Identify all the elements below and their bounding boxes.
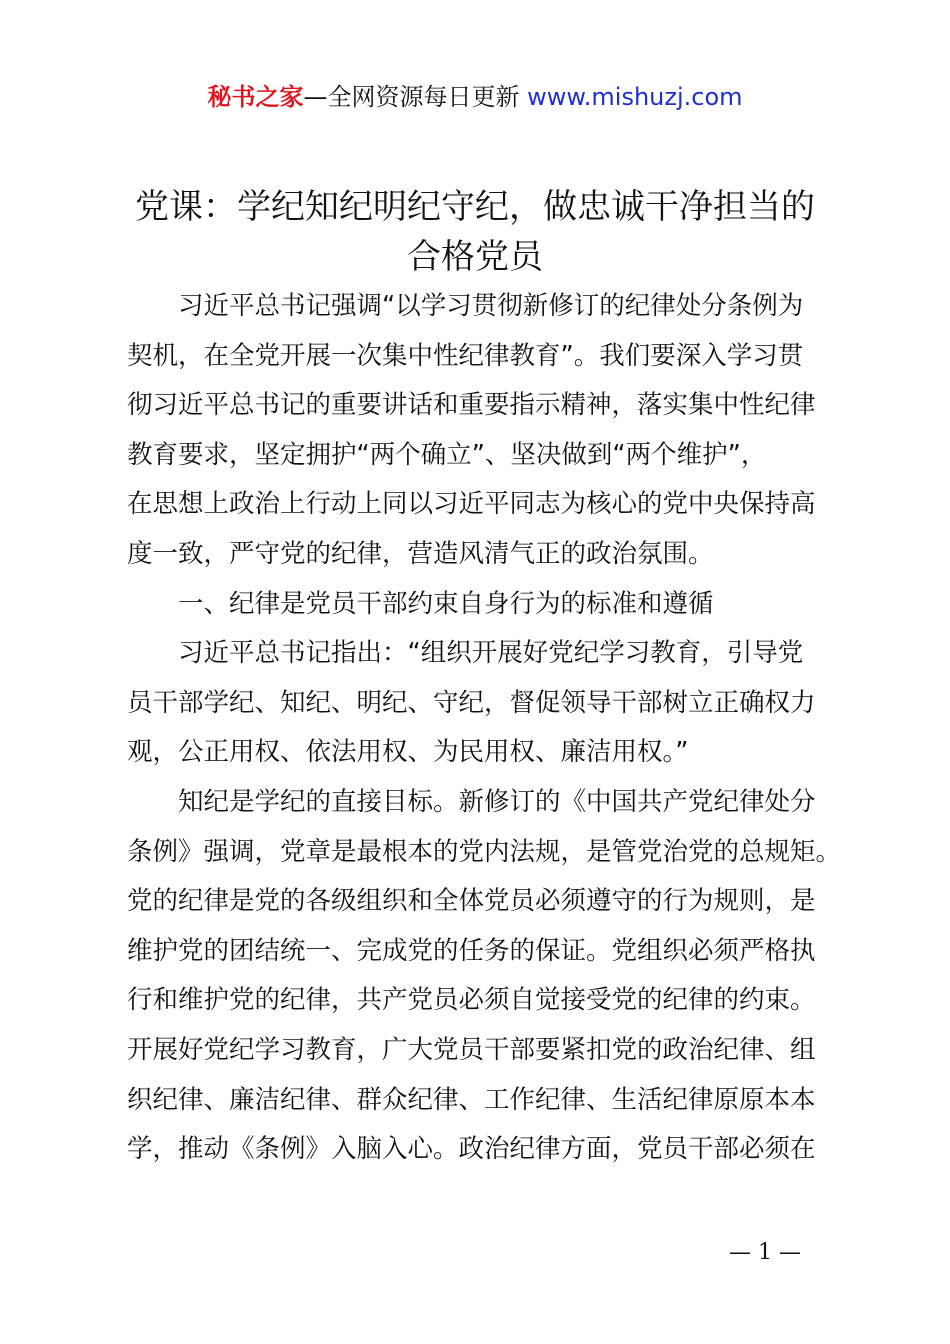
text-line: 习近平总书记强调“以学习贯彻新修订的纪律处分条例为 <box>178 291 804 321</box>
site-brand: 秘书之家 <box>207 83 304 111</box>
text-line: 开展好党纪学习教育，广大党员干部要紧扣党的政治纪律、组 <box>127 1034 816 1065</box>
text-line: 党的纪律是党的各级组织和全体党员必须遵守的行为规则，是 <box>127 886 816 917</box>
site-tagline: —全网资源每日更新 <box>303 83 520 111</box>
heading-line: 一、纪律是党员干部约束自身行为的标准和遵循 <box>178 588 714 619</box>
section-heading <box>127 580 839 630</box>
text-line: 度一致，严守党的纪律，营造风清气正的政治氛围。 <box>127 538 714 569</box>
text-line: 契机，在全党开展一次集中性纪律教育”。我们要深入学习贯 <box>127 340 804 371</box>
text-line: 学，推动《条例》入脑入心。政治纪律方面，党员干部必须在 <box>127 1134 816 1165</box>
document-title <box>100 182 850 282</box>
text-line: 习近平总书记指出：“组织开展好党纪学习教育，引导党 <box>178 638 804 669</box>
site-url-link[interactable]: www.mishuzj.com <box>527 83 743 111</box>
text-line: 维护党的团结统一、完成党的任务的保证。党组织必须严格执 <box>127 935 816 966</box>
document-body <box>127 282 842 1175</box>
site-header <box>0 80 950 114</box>
title-line: 合格党员 <box>407 237 543 277</box>
text-line: 在思想上政治上行动上同以习近平同志为核心的党中央保持高 <box>127 489 816 520</box>
text-line: 彻习近平总书记的重要讲话和重要指示精神，落实集中性纪律 <box>127 390 816 421</box>
title-line: 党课：学纪知纪明纪守纪，做忠诚干净担当的 <box>135 187 815 227</box>
text-line: 教育要求，坚定拥护“两个确立”、坚决做到“两个维护”， <box>127 439 767 470</box>
text-line: 知纪是学纪的直接目标。新修订的《中国共产党纪律处分 <box>178 786 816 817</box>
paragraph-intro <box>127 282 839 580</box>
page-number: — 1 — <box>729 1240 801 1265</box>
paragraph-discipline <box>127 778 842 1175</box>
paragraph-quote <box>127 629 839 778</box>
text-line: 织纪律、廉洁纪律、群众纪律、工作纪律、生活纪律原原本本 <box>127 1084 816 1115</box>
text-line: 条例》强调，党章是最根本的党内法规，是管党治党的总规矩。 <box>127 836 842 867</box>
text-line: 观，公正用权、依法用权、为民用权、廉洁用权。” <box>127 737 689 768</box>
text-line: 行和维护党的纪律，共产党员必须自觉接受党的纪律的约束。 <box>127 985 816 1016</box>
text-line: 员干部学纪、知纪、明纪、守纪，督促领导干部树立正确权力 <box>127 687 816 718</box>
